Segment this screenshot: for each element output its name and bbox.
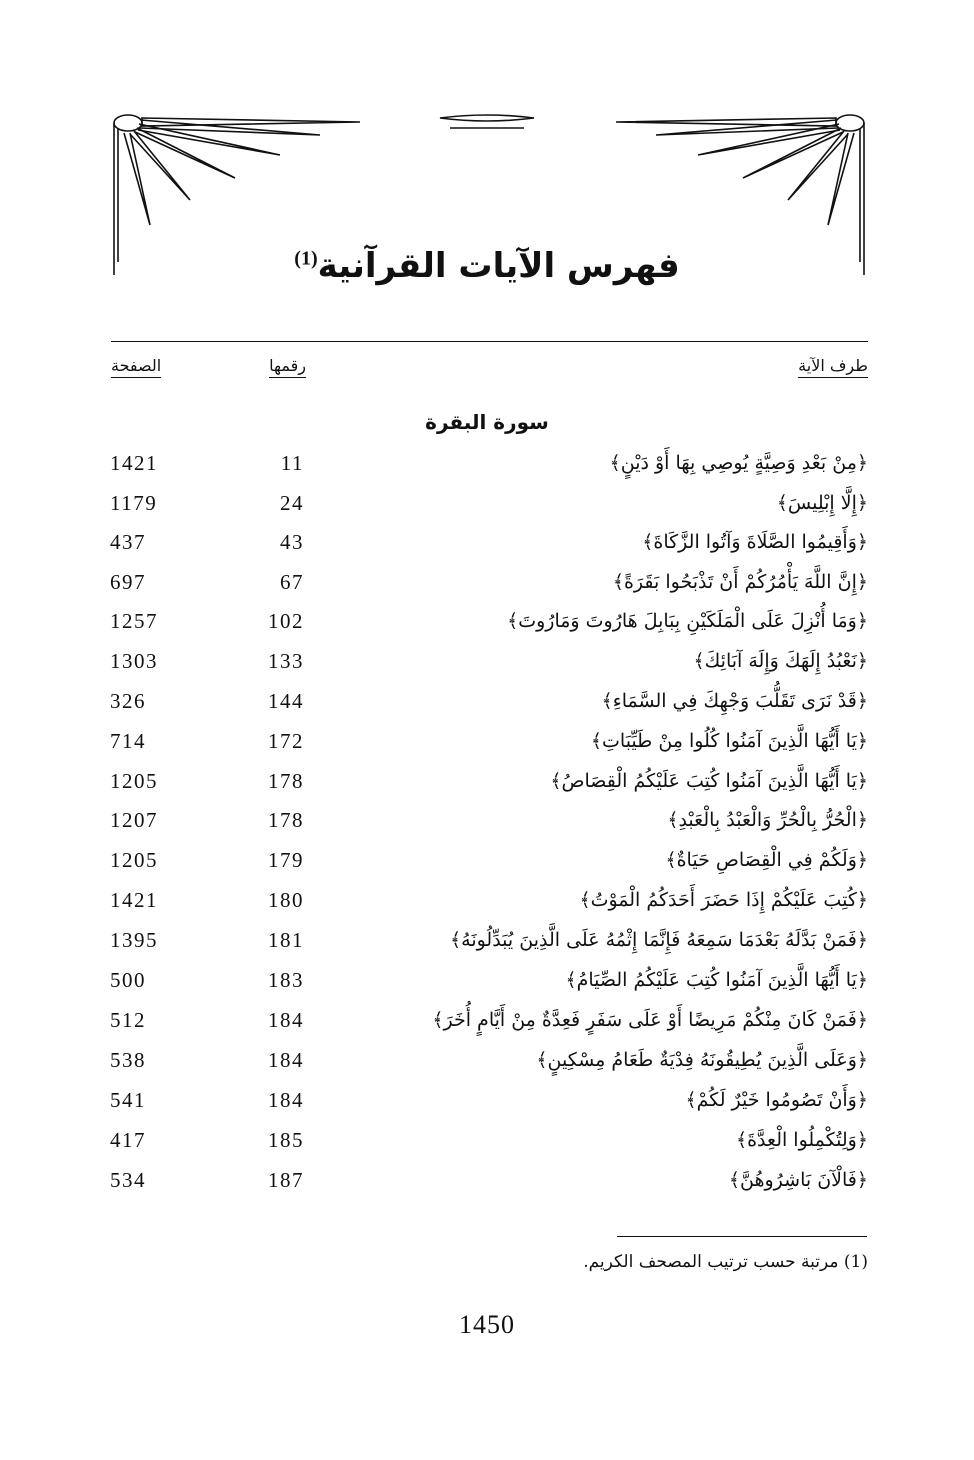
table-row bbox=[0, 1040, 974, 1080]
page-ref: 512 bbox=[110, 1008, 146, 1032]
table-row bbox=[0, 1120, 974, 1160]
verse-number: 183 bbox=[268, 968, 304, 992]
title-text: فهرس الآيات القرآنية bbox=[317, 246, 680, 286]
page-title bbox=[0, 246, 974, 287]
verse-text: ﴿إِلَّا إِبْلِيسَ﴾ bbox=[776, 492, 868, 514]
table-row bbox=[0, 522, 974, 562]
page-ref: 1395 bbox=[110, 928, 158, 952]
page-ref: 538 bbox=[110, 1048, 146, 1072]
table-row bbox=[0, 1080, 974, 1120]
verse-text: ﴿فَمَنْ بَدَّلَهُ بَعْدَمَا سَمِعَهُ فَإِنَّمَا إِثْمُهُ عَلَى الَّذِينَ يُبَدِّلُونَهُ﴾ bbox=[450, 929, 868, 951]
verse-number: 184 bbox=[268, 1048, 304, 1072]
page-ref: 1257 bbox=[110, 609, 158, 633]
verse-number: 172 bbox=[268, 729, 304, 753]
verse-number: 184 bbox=[268, 1088, 304, 1112]
verse-number: 11 bbox=[280, 451, 304, 475]
page-ref: 1303 bbox=[110, 649, 158, 673]
page-ref: 417 bbox=[110, 1128, 146, 1152]
page-number: 1450 bbox=[459, 1310, 515, 1339]
verse-text: ﴿كُتِبَ عَلَيْكُمْ إِذَا حَضَرَ أَحَدَكُمُ الْمَوْتُ﴾ bbox=[579, 889, 868, 911]
verse-number: 133 bbox=[268, 649, 304, 673]
table-row bbox=[0, 641, 974, 681]
table-row bbox=[0, 800, 974, 840]
page-ref: 697 bbox=[110, 570, 146, 594]
verse-number: 178 bbox=[268, 769, 304, 793]
verse-text: ﴿نَعْبُدُ إِلَهَكَ وَإِلَهَ آبَائِكَ﴾ bbox=[693, 650, 868, 672]
table-row bbox=[0, 681, 974, 721]
page-ref: 1207 bbox=[110, 808, 158, 832]
table-row bbox=[0, 1000, 974, 1040]
verse-number: 181 bbox=[268, 928, 304, 952]
page-ref: 714 bbox=[110, 729, 146, 753]
table-row bbox=[0, 761, 974, 801]
verse-text: ﴿وَلَكُمْ فِي الْقِصَاصِ حَيَاةٌ﴾ bbox=[665, 849, 868, 871]
header-rule bbox=[111, 341, 868, 342]
verse-text: ﴿الْحُرُّ بِالْحُرِّ وَالْعَبْدُ بِالْعَبْدِ﴾ bbox=[667, 809, 868, 831]
table-row bbox=[0, 483, 974, 523]
verse-number: 102 bbox=[268, 609, 304, 633]
table-row bbox=[0, 562, 974, 602]
verse-text: ﴿قَدْ نَرَى تَقَلُّبَ وَجْهِكَ فِي السَّمَاءِ﴾ bbox=[601, 690, 868, 712]
verse-number: 144 bbox=[268, 689, 304, 713]
verse-number: 187 bbox=[268, 1168, 304, 1192]
page-ref: 534 bbox=[110, 1168, 146, 1192]
verse-number: 24 bbox=[280, 491, 304, 515]
verse-number: 178 bbox=[268, 808, 304, 832]
footnote-separator bbox=[617, 1236, 867, 1237]
verse-number: 184 bbox=[268, 1008, 304, 1032]
table-row bbox=[0, 920, 974, 960]
page-ref: 326 bbox=[110, 689, 146, 713]
page-ref: 1205 bbox=[110, 769, 158, 793]
column-header-verse: طرف الآية bbox=[798, 356, 868, 378]
title-footnote-marker: (1) bbox=[294, 247, 318, 270]
verse-number: 67 bbox=[280, 570, 304, 594]
verse-text: ﴿وَأَقِيمُوا الصَّلَاةَ وَآتُوا الزَّكَاةَ﴾ bbox=[642, 531, 868, 553]
table-row bbox=[0, 443, 974, 483]
page-ref: 1205 bbox=[110, 848, 158, 872]
verse-text: ﴿وَعَلَى الَّذِينَ يُطِيقُونَهُ فِدْيَةٌ طَعَامُ مِسْكِينٍ﴾ bbox=[536, 1049, 868, 1071]
footnote: (1) مرتبة حسب ترتيب المصحف الكريم. bbox=[583, 1252, 868, 1272]
page-ref: 541 bbox=[110, 1088, 146, 1112]
table-row bbox=[0, 721, 974, 761]
page-ref: 437 bbox=[110, 530, 146, 554]
verse-text: ﴿يَا أَيُّهَا الَّذِينَ آمَنُوا كُتِبَ عَلَيْكُمُ الصِّيَامُ﴾ bbox=[565, 969, 868, 991]
verse-number: 185 bbox=[268, 1128, 304, 1152]
column-header-number: رقمها bbox=[269, 356, 306, 378]
verse-text: ﴿فَمَنْ كَانَ مِنْكُمْ مَرِيضًا أَوْ عَلَى سَفَرٍ فَعِدَّةٌ مِنْ أَيَّامٍ أُخَرَ﴾ bbox=[432, 1009, 868, 1031]
page-ref: 500 bbox=[110, 968, 146, 992]
verse-text: ﴿مِنْ بَعْدِ وَصِيَّةٍ يُوصِي بِهَا أَوْ دَيْنٍ﴾ bbox=[609, 452, 868, 474]
verse-text: ﴿يَا أَيُّهَا الَّذِينَ آمَنُوا كُلُوا مِنْ طَيِّبَاتِ﴾ bbox=[590, 730, 868, 752]
page-ref: 1421 bbox=[110, 451, 158, 475]
table-row bbox=[0, 601, 974, 641]
table-row bbox=[0, 1160, 974, 1200]
verse-number: 180 bbox=[268, 888, 304, 912]
verse-text: ﴿يَا أَيُّهَا الَّذِينَ آمَنُوا كُتِبَ عَلَيْكُمُ الْقِصَاصُ﴾ bbox=[550, 770, 868, 792]
table-row bbox=[0, 960, 974, 1000]
surah-heading: سورة البقرة bbox=[425, 410, 549, 434]
verse-text: ﴿فَالْآنَ بَاشِرُوهُنَّ﴾ bbox=[728, 1169, 868, 1191]
verse-text: ﴿إِنَّ اللَّهَ يَأْمُرُكُمْ أَنْ تَذْبَحُوا بَقَرَةً﴾ bbox=[612, 571, 868, 593]
verse-text: ﴿وَأَنْ تَصُومُوا خَيْرٌ لَكُمْ﴾ bbox=[685, 1089, 868, 1111]
page-ref: 1179 bbox=[110, 491, 158, 515]
verse-text: ﴿وَلِتُكْمِلُوا الْعِدَّةَ﴾ bbox=[735, 1129, 868, 1151]
verse-number: 43 bbox=[280, 530, 304, 554]
verse-number: 179 bbox=[268, 848, 304, 872]
table-row bbox=[0, 880, 974, 920]
table-row bbox=[0, 840, 974, 880]
page-ref: 1421 bbox=[110, 888, 158, 912]
column-header-page: الصفحة bbox=[111, 356, 161, 378]
verse-text: ﴿وَمَا أُنْزِلَ عَلَى الْمَلَكَيْنِ بِبَابِلَ هَارُوتَ وَمَارُوتَ﴾ bbox=[507, 610, 868, 632]
